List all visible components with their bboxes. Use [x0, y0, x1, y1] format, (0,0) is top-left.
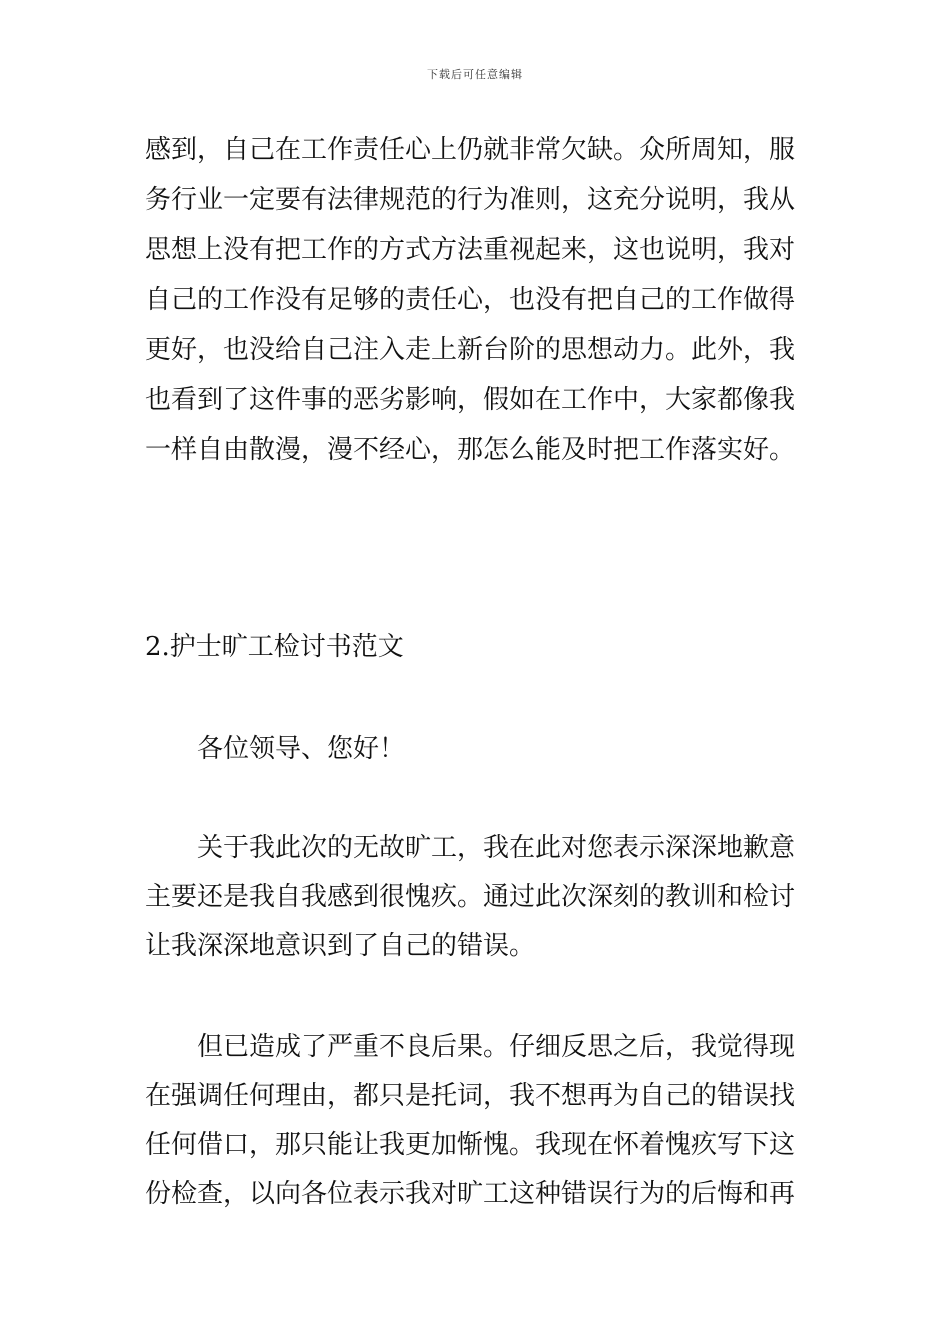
text-line: 让我深深地意识到了自己的错误。 [145, 931, 536, 961]
text-line: 一样自由散漫，漫不经心，那怎么能及时把工作落实好。 [145, 435, 796, 465]
text-line: 份检查，以向各位表示我对旷工这种错误行为的后悔和再 [145, 1179, 796, 1209]
section-title: 2.护士旷工检讨书范文 [145, 632, 404, 662]
text-line: 在强调任何理由，都只是托词，我不想再为自己的错误找 [145, 1081, 796, 1111]
text-line: 也看到了这件事的恶劣影响，假如在工作中，大家都像我 [145, 385, 796, 415]
text-line: 更好，也没给自己注入走上新台阶的思想动力。此外，我 [145, 335, 796, 365]
text-line: 自己的工作没有足够的责任心，也没有把自己的工作做得 [145, 285, 796, 315]
text-line: 务行业一定要有法律规范的行为准则，这充分说明，我从 [145, 185, 796, 215]
text-line: 思想上没有把工作的方式方法重视起来，这也说明，我对 [145, 235, 796, 265]
page-header: 下载后可任意编辑 [427, 68, 523, 81]
text-line: 感到，自己在工作责任心上仍就非常欠缺。众所周知，服 [145, 135, 796, 165]
text-line: 主要还是我自我感到很愧疚。通过此次深刻的教训和检讨 [145, 882, 796, 912]
text-line: 任何借口，那只能让我更加惭愧。我现在怀着愧疚写下这 [145, 1130, 796, 1160]
text-line: 但已造成了严重不良后果。仔细反思之后，我觉得现 [197, 1032, 796, 1062]
greeting: 各位领导、您好！ [197, 734, 406, 764]
text-line: 关于我此次的无故旷工，我在此对您表示深深地歉意 [197, 833, 796, 863]
